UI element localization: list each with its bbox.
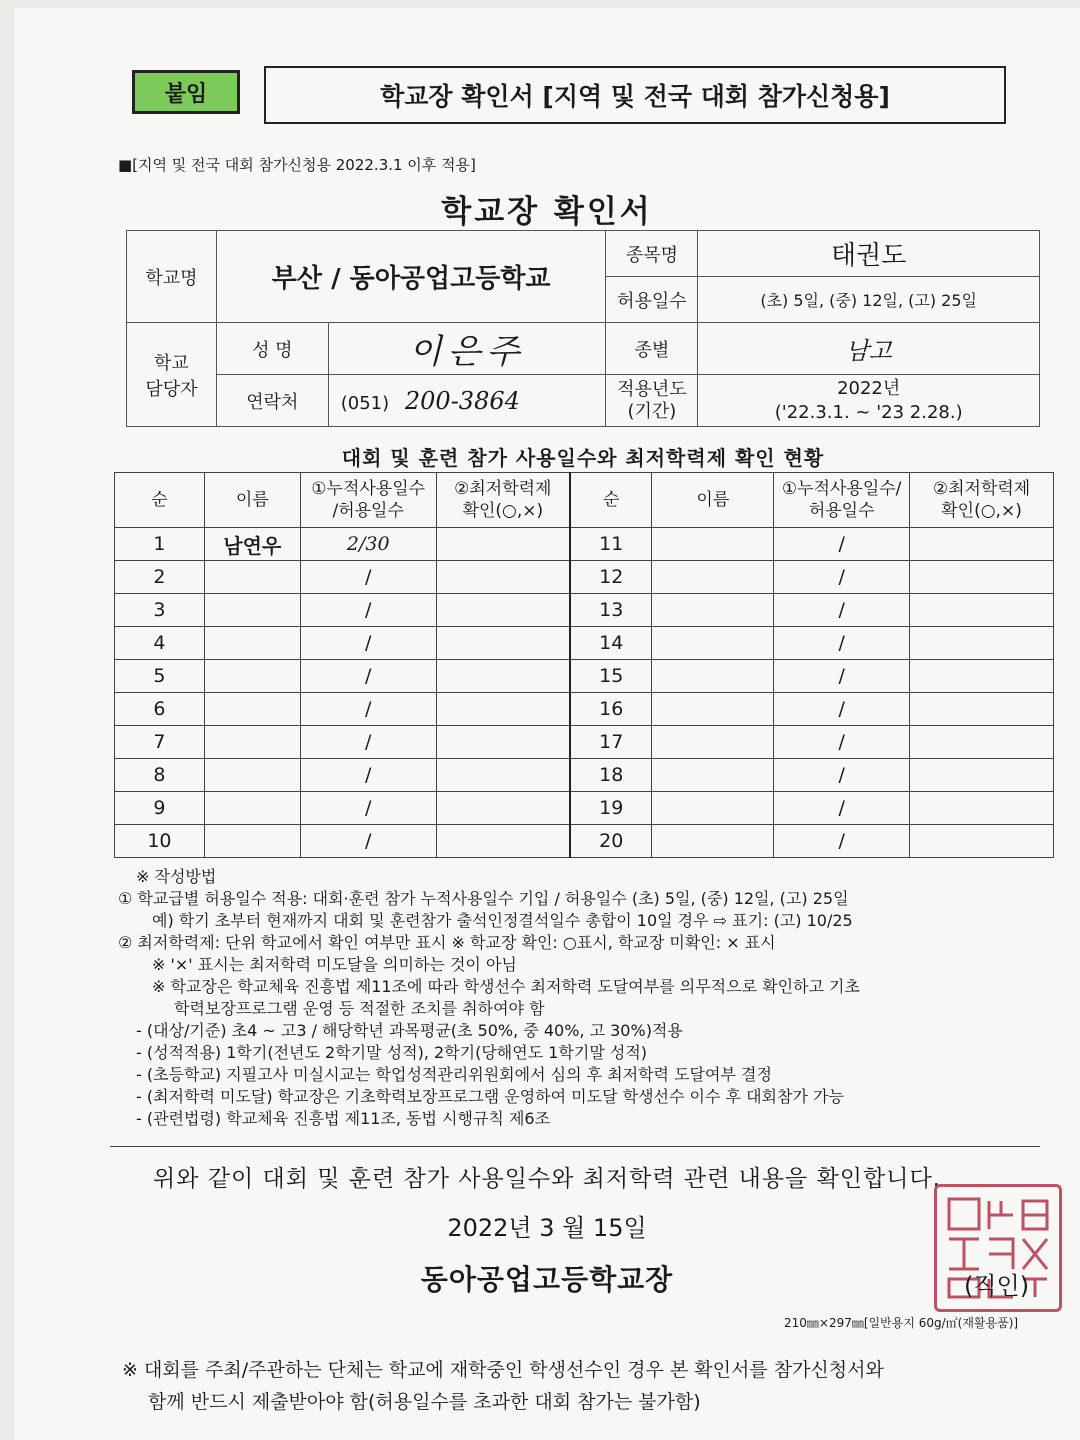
- cell-days-left: /: [300, 627, 436, 660]
- note-line: - (성적적용) 1학기(전년도 2학기말 성적), 2학기(당해연도 1학기말 성적): [136, 1043, 648, 1062]
- note-line: ※ 학교장은 학교체육 진흥법 제11조에 따라 학생선수 최저학력 도달여부를 의무적으로 확인하고 기초: [152, 977, 860, 996]
- cell-no-right: 12: [570, 561, 652, 594]
- table-row: [115, 594, 1054, 627]
- cell-no-left: 1: [115, 528, 205, 561]
- col-min-left-line-2: 확인(○,×): [462, 501, 544, 521]
- school-info-table: [126, 230, 1040, 427]
- name-label: 성 명: [216, 323, 328, 375]
- name-value-handwritten: 이은주: [328, 323, 606, 375]
- cell-name-right: [652, 528, 774, 561]
- confirmation-statement: 위와 같이 대회 및 훈련 참가 사용일수와 최저학력 관련 내용을 확인합니다.: [153, 1166, 941, 1192]
- cell-min-left: [436, 627, 570, 660]
- note-line: 학력보장프로그램 운영 등 적절한 조치를 취하여야 함: [174, 999, 545, 1018]
- cell-name-left: 남연우: [204, 528, 300, 561]
- phone-prefix: (051): [340, 392, 390, 414]
- cell-min-right: [910, 594, 1054, 627]
- roster-body: [115, 528, 1054, 858]
- cell-days-right: /: [774, 792, 910, 825]
- cell-name-right: [652, 561, 774, 594]
- cell-name-left: [204, 693, 300, 726]
- phone-value-handwritten: 200-3864: [404, 386, 520, 415]
- cell-no-right: 15: [570, 660, 652, 693]
- cell-no-left: 5: [115, 660, 205, 693]
- footer-line-2: 함께 반드시 제출받아야 함(허용일수를 초과한 대회 참가는 불가함): [148, 1391, 701, 1413]
- divider: [110, 1146, 1040, 1147]
- cell-min-right: [910, 627, 1054, 660]
- table-row: [115, 693, 1054, 726]
- cell-days-right: /: [774, 594, 910, 627]
- cell-min-left: [436, 528, 570, 561]
- col-no-right: 순: [570, 473, 652, 528]
- cell-name-left: [204, 594, 300, 627]
- form-title-box: 학교장 확인서 [지역 및 전국 대회 참가신청용]: [264, 66, 1006, 124]
- cell-min-left: [436, 693, 570, 726]
- division-label: 종별: [606, 323, 698, 375]
- cell-min-right: [910, 759, 1054, 792]
- col-no-left: 순: [115, 473, 205, 528]
- table-row: [115, 528, 1054, 561]
- cell-name-left: [204, 792, 300, 825]
- cell-min-left: [436, 825, 570, 858]
- col-days-left-line-1: ①누적사용일수: [311, 479, 426, 499]
- roster-table: [114, 472, 1054, 858]
- principal-name: 동아공업고등학교장: [420, 1263, 674, 1296]
- cell-min-left: [436, 792, 570, 825]
- table-row: [115, 561, 1054, 594]
- note-line: ② 최저학력제: 단위 학교에서 확인 여부만 표시 ※ 학교장 확인: ○표시, 학교장 미확인: × 표시: [118, 933, 776, 952]
- seal-label: (직인): [964, 1272, 1030, 1300]
- document-page: [14, 8, 1080, 1440]
- cell-no-left: 10: [115, 825, 205, 858]
- note-line: - (대상/기준) 초4 ~ 고3 / 해당학년 과목평균(초 50%, 중 40%, 고 30%)적용: [136, 1021, 683, 1040]
- cell-name-left: [204, 660, 300, 693]
- cell-days-left: /: [300, 792, 436, 825]
- year-label-line-1: 적용년도: [617, 378, 687, 400]
- allowed-days-label: 허용일수: [606, 277, 698, 323]
- cell-name-right: [652, 792, 774, 825]
- cell-days-left: /: [300, 693, 436, 726]
- cell-min-right: [910, 825, 1054, 858]
- note-line: ※ '×' 표시는 최저학력 미도달을 의미하는 것이 아님: [152, 955, 517, 974]
- col-days-left-line-2: /허용일수: [332, 501, 404, 521]
- table-row: [115, 759, 1054, 792]
- status-title: 대회 및 훈련 참가 사용일수와 최저학력제 확인 현황: [341, 446, 825, 470]
- page-title: 학교장 확인서: [441, 194, 653, 230]
- cell-name-left: [204, 627, 300, 660]
- table-row: [115, 627, 1054, 660]
- year-value: [698, 375, 1040, 427]
- year-label-line-2: (기간): [627, 400, 677, 422]
- cell-no-left: 2: [115, 561, 205, 594]
- division-value-handwritten: 남고: [698, 323, 1040, 375]
- note-line: - (최저학력 미도달) 학교장은 기초학력보장프로그램 운영하여 미도달 학생선수 이수 후 대회참가 가능: [136, 1087, 844, 1106]
- cell-name-right: [652, 759, 774, 792]
- cell-days-right: /: [774, 825, 910, 858]
- cell-no-left: 7: [115, 726, 205, 759]
- cell-no-right: 18: [570, 759, 652, 792]
- cell-name-right: [652, 693, 774, 726]
- year-value-line: 2022년: [837, 377, 901, 399]
- cell-no-right: 17: [570, 726, 652, 759]
- cell-name-right: [652, 825, 774, 858]
- col-min-left-line-1: ②최저학력제: [454, 479, 552, 499]
- col-days-right-line-2: 허용일수: [808, 501, 875, 521]
- paper-spec: 210㎜×297㎜[일반용지 60g/㎡(재활용품)]: [784, 1316, 1019, 1330]
- cell-days-right: /: [774, 528, 910, 561]
- table-row: [115, 660, 1054, 693]
- cell-min-left: [436, 726, 570, 759]
- cell-min-left: [436, 561, 570, 594]
- instructions: [118, 866, 1058, 1130]
- contact-label: 학교 담당자: [127, 323, 217, 427]
- signing-date: 2022년 3 월 15일: [447, 1214, 647, 1242]
- cell-min-right: [910, 726, 1054, 759]
- cell-name-left: [204, 561, 300, 594]
- cell-min-left: [436, 594, 570, 627]
- cell-no-left: 3: [115, 594, 205, 627]
- year-label: [606, 375, 698, 427]
- cell-days-right: /: [774, 627, 910, 660]
- cell-name-right: [652, 660, 774, 693]
- table-row: [115, 825, 1054, 858]
- cell-no-right: 19: [570, 792, 652, 825]
- note-line: 예) 학기 초부터 현재까지 대회 및 훈련참가 출석인정결석일수 총합이 10일 경우 ⇨ 표기: (고) 10/25: [152, 911, 853, 930]
- event-label: 종목명: [606, 231, 698, 277]
- cell-min-left: [436, 660, 570, 693]
- col-days-right: [774, 473, 910, 528]
- cell-days-left: /: [300, 660, 436, 693]
- cell-no-right: 13: [570, 594, 652, 627]
- cell-no-right: 20: [570, 825, 652, 858]
- cell-days-left: /: [300, 561, 436, 594]
- cell-days-left: /: [300, 825, 436, 858]
- cell-name-right: [652, 627, 774, 660]
- cell-days-left: 2/30: [300, 528, 436, 561]
- cell-days-right: /: [774, 759, 910, 792]
- cell-days-right: /: [774, 561, 910, 594]
- col-min-right: [910, 473, 1054, 528]
- phone-cell: [328, 375, 606, 427]
- cell-days-left: /: [300, 726, 436, 759]
- allowed-days-value: (초) 5일, (중) 12일, (고) 25일: [698, 277, 1040, 323]
- cell-min-left: [436, 759, 570, 792]
- note-line: ※ 작성방법: [136, 867, 217, 886]
- period-value-line: ('22.3.1. ~ '23 2.28.): [774, 401, 963, 423]
- table-row: [115, 792, 1054, 825]
- cell-min-right: [910, 693, 1054, 726]
- col-min-left: [436, 473, 570, 528]
- cell-name-right: [652, 726, 774, 759]
- cell-no-right: 11: [570, 528, 652, 561]
- cell-min-right: [910, 660, 1054, 693]
- col-min-right-line-1: ②최저학력제: [932, 479, 1031, 499]
- note-line: ① 학교급별 허용일수 적용: 대회·훈련 참가 누적사용일수 기입 / 허용일수 (초) 5일, (중) 12일, (고) 25일: [118, 889, 849, 908]
- cell-no-right: 16: [570, 693, 652, 726]
- col-days-left: [300, 473, 436, 528]
- cell-min-right: [910, 792, 1054, 825]
- footer-note: [122, 1354, 1062, 1418]
- cell-name-right: [652, 594, 774, 627]
- cell-days-right: /: [774, 660, 910, 693]
- col-name-right: 이름: [652, 473, 774, 528]
- note-line: - (관련법령) 학교체육 진흥법 제11조, 동법 시행규칙 제6조: [136, 1109, 551, 1128]
- footer-line-1: ※ 대회를 주최/주관하는 단체는 학교에 재학중인 학생선수인 경우 본 확인서를 참가신청서와: [122, 1359, 884, 1381]
- cell-no-left: 4: [115, 627, 205, 660]
- cell-name-left: [204, 726, 300, 759]
- cell-days-right: /: [774, 726, 910, 759]
- col-min-right-line-2: 확인(○,×): [941, 501, 1022, 521]
- note-line: - (초등학교) 지필고사 미실시교는 학업성적관리위원회에서 심의 후 최저학력 도달여부 결정: [136, 1065, 772, 1084]
- form-header: [132, 66, 1007, 126]
- applies-note: ■[지역 및 전국 대회 참가신청용 2022.3.1 이후 적용]: [118, 156, 476, 174]
- event-value: 태권도: [698, 231, 1040, 277]
- cell-no-left: 8: [115, 759, 205, 792]
- cell-no-left: 9: [115, 792, 205, 825]
- attachment-badge: 붙임: [132, 70, 240, 114]
- cell-days-left: /: [300, 759, 436, 792]
- cell-min-right: [910, 561, 1054, 594]
- table-row: [115, 726, 1054, 759]
- col-days-right-line-1: ①누적사용일수/: [781, 479, 902, 499]
- cell-min-right: [910, 528, 1054, 561]
- cell-days-left: /: [300, 594, 436, 627]
- school-value: 부산 / 동아공업고등학교: [216, 231, 606, 323]
- school-label: 학교명: [127, 231, 217, 323]
- cell-days-right: /: [774, 693, 910, 726]
- cell-no-right: 14: [570, 627, 652, 660]
- col-name-left: 이름: [204, 473, 300, 528]
- cell-no-left: 6: [115, 693, 205, 726]
- cell-name-left: [204, 825, 300, 858]
- cell-name-left: [204, 759, 300, 792]
- phone-label: 연락처: [216, 375, 328, 427]
